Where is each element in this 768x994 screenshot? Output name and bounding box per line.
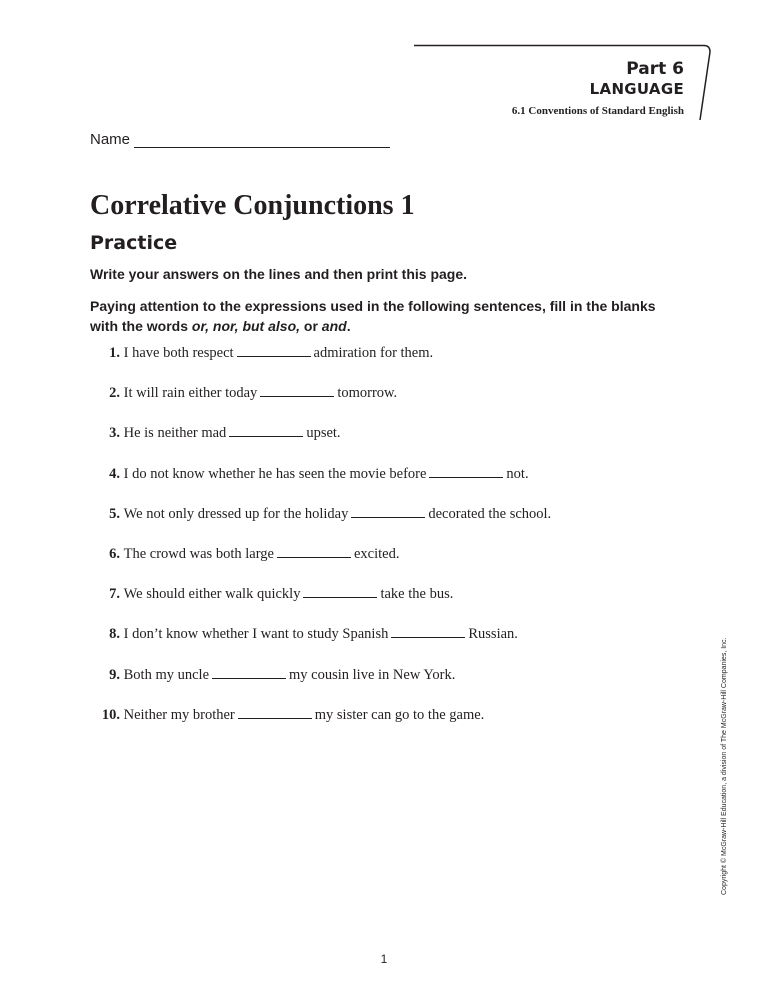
page-subtitle: Practice [90, 232, 178, 254]
answer-blank[interactable] [260, 386, 334, 397]
instruction-fill-blanks [90, 296, 660, 336]
question-number: 7. [109, 586, 120, 603]
answer-blank[interactable] [237, 346, 311, 357]
name-blank-line[interactable] [134, 133, 390, 148]
name-row [90, 131, 390, 148]
question-text-after: not. [506, 465, 529, 482]
question-number: 4. [109, 465, 120, 482]
answer-blank[interactable] [303, 587, 377, 598]
question-text-after: tomorrow. [337, 385, 398, 402]
question-number: 5. [109, 505, 120, 522]
copyright-notice: Copyright © McGraw-Hill Education, a division of The McGraw-Hill Companies, Inc. [721, 637, 728, 895]
question-text-before: I have both respect [123, 345, 234, 361]
question-text-after: upset. [306, 425, 341, 442]
question-item [90, 586, 551, 626]
question-number: 10. [101, 706, 120, 723]
answer-blank[interactable] [351, 507, 425, 518]
instruction-words-1: or, nor, but also, [191, 318, 301, 334]
question-text-after: my cousin live in New York. [289, 666, 456, 683]
answer-blank[interactable] [277, 547, 351, 558]
question-number: 1. [109, 345, 120, 361]
question-text-before: Neither my brother [123, 706, 235, 723]
page-number: 1 [380, 952, 388, 966]
question-text-after: decorated the school. [428, 505, 552, 522]
answer-blank[interactable] [229, 426, 303, 437]
question-text-after: excited. [353, 545, 400, 562]
instruction-joiner: or [300, 318, 322, 334]
answer-blank[interactable] [212, 668, 286, 679]
instruction-print: Write your answers on the lines and then print this page. [90, 266, 468, 282]
question-text-after: my sister can go to the game. [314, 706, 485, 723]
question-item [90, 425, 551, 465]
question-text-before: It will rain either today [123, 385, 258, 402]
question-text-before: We should either walk quickly [123, 586, 301, 603]
question-item [90, 707, 551, 747]
question-number: 2. [109, 385, 120, 402]
question-item [90, 466, 551, 506]
standard-label: 6.1 Conventions of Standard English [511, 105, 684, 117]
answer-blank[interactable] [238, 708, 312, 719]
question-text-before: He is neither mad [123, 425, 227, 442]
question-number: 3. [109, 425, 120, 442]
question-text-after: admiration for them. [313, 345, 434, 361]
answer-blank[interactable] [429, 467, 503, 478]
question-item [90, 345, 551, 385]
instruction-words-2: and [321, 318, 347, 334]
question-list [90, 345, 551, 747]
instruction-suffix: . [346, 318, 351, 334]
question-number: 8. [109, 626, 120, 643]
question-text-before: We not only dressed up for the holiday [123, 505, 349, 522]
question-item [90, 667, 551, 707]
name-label: Name [90, 131, 131, 148]
instruction-prefix: Paying attention to the expressions used in the following sentences, fill in the blanks with the words [90, 298, 656, 334]
question-text-after: take the bus. [380, 586, 454, 603]
answer-blank[interactable] [391, 627, 465, 638]
question-item [90, 385, 551, 425]
question-text-before: I do not know whether he has seen the movie before [123, 465, 427, 482]
part-label: Part 6 [626, 59, 684, 79]
question-text-after: Russian. [468, 626, 518, 643]
question-text-before: The crowd was both large [123, 545, 274, 562]
question-number: 9. [109, 666, 120, 683]
page-title: Correlative Conjunctions 1 [90, 190, 415, 221]
question-text-before: I don’t know whether I want to study Spanish [123, 626, 389, 643]
question-number: 6. [109, 545, 120, 562]
question-text-before: Both my uncle [123, 666, 210, 683]
question-item [90, 546, 551, 586]
question-item [90, 506, 551, 546]
section-label: LANGUAGE [589, 80, 684, 98]
question-item [90, 626, 551, 666]
